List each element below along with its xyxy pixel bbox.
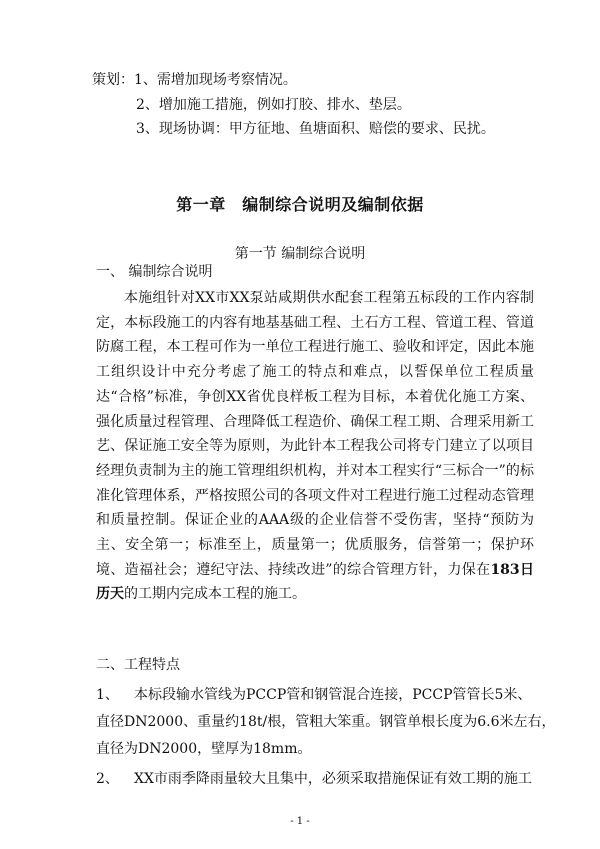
part1-paragraph: [96, 286, 534, 607]
part1-paragraph-end: 的工期内完成本工程的施工。: [124, 586, 306, 603]
item1-line1: 本标段输水管线为PCCP管和钢管混合连接，PCCP管管长5米、: [134, 687, 532, 703]
part1-bold-duration: 183日历天: [96, 561, 534, 603]
section-title: 第一节 编制综合说明: [234, 246, 366, 262]
part2-heading: 二、工程特点: [96, 657, 180, 673]
plan-line-1: 策划：1、需增加现场考察情况。: [92, 72, 297, 88]
item1-line2: 直径DN2000、重量约18t/根，管粗大笨重。钢管单根长度为6.6米左右，: [96, 714, 556, 730]
item2-number: 2、: [96, 771, 119, 787]
page-number: - 1 -: [290, 816, 310, 827]
item1-line3: 直径为DN2000，壁厚为18mm。: [96, 741, 312, 757]
plan-line-2: 2、增加施工措施，例如打胶、排水、垫层。: [136, 97, 411, 113]
part1-heading: 一、 编制综合说明: [96, 264, 213, 280]
plan-line-3: 3、现场协调：甲方征地、鱼塘面积、赔偿的要求、民扰。: [136, 121, 495, 137]
part1-paragraph-text: 本施组针对XX市XX泵站咸期供水配套工程第五标段的工作内容制定，本标段施工的内容有地基基础工程、土石方工程、管道工程、管道防腐工程，本工程可作为一单位工程进行施工、验收和评定，因此本施工组织设计中充分考虑了施工的特点和难点，以誓保单位工程质量达“合格”标准，争创XX省优良样板工程为目标，本着优化施工方案、强化质量过程管理、合理降低工程造价、确保工程工期、合理采用新工艺、保证施工安全等为原则，为此针本工程我公司将专门建立了以项目经理负责制为主的施工管理组织机构，并对本工程实行“三标合一”的标准化管理体系，严格按照公司的各项文件对工程进行施工过程动态管理和质量控制。保证企业的AAA级的企业信誉不受伤害，坚持“预防为主、安全第一；标准至上，质量第一；优质服务，信誉第一；保护环境、造福社会；遵纪守法、持续改进”的综合管理方针，力保在: [96, 290, 534, 578]
chapter-title: 第一章 编制综合说明及编制依据: [176, 195, 424, 214]
item1-number: 1、: [96, 687, 119, 703]
item2-text: XX市雨季降雨量较大且集中，必须采取措施保证有效工期的施工: [134, 771, 532, 787]
